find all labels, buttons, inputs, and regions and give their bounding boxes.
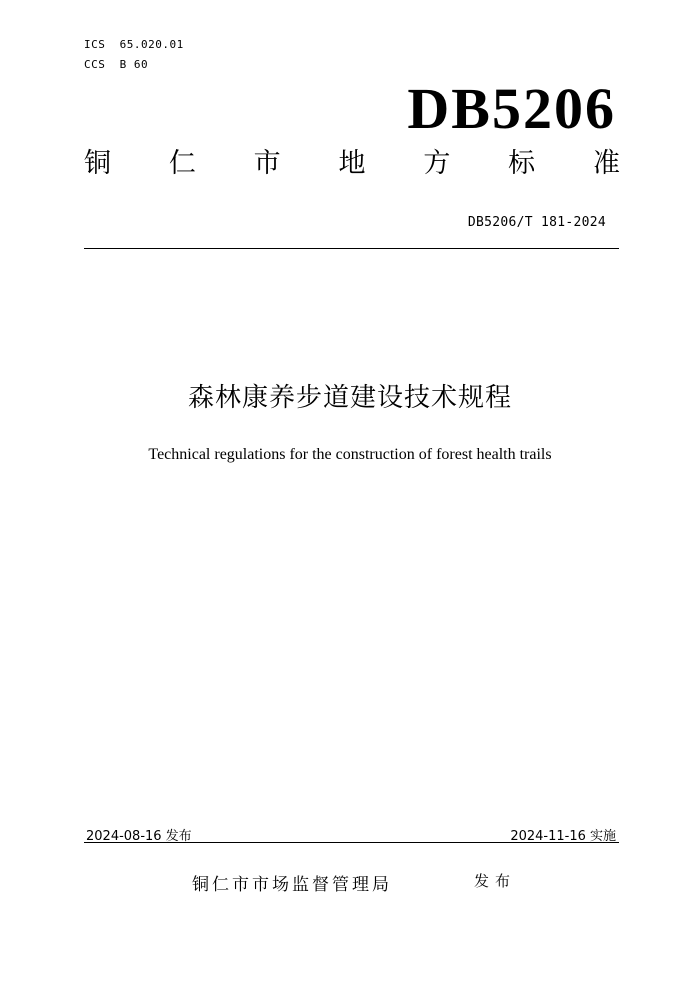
document-title-english: Technical regulations for the construction of forest health trails	[148, 446, 552, 463]
standard-category-heading	[84, 150, 620, 177]
publish-date: 2024-08-16 发布	[86, 829, 192, 844]
heading-char: 仁	[168, 148, 196, 179]
ics-code: ICS 65.020.01	[84, 38, 184, 51]
issue-label: 发布	[474, 872, 517, 890]
heading-char: 准	[592, 148, 620, 179]
heading-char: 方	[423, 148, 451, 179]
standard-number: DB5206/T 181-2024	[467, 215, 606, 230]
heading-char: 铜	[84, 148, 111, 179]
heading-char: 地	[338, 148, 366, 179]
ccs-code: CCS B 60	[84, 58, 149, 71]
top-divider	[84, 248, 619, 249]
bottom-divider	[84, 842, 619, 843]
implement-date: 2024-11-16 实施	[510, 829, 616, 844]
db-code-logo: DB5206	[407, 76, 616, 141]
heading-char: 标	[508, 148, 536, 179]
document-title-chinese: 森林康养步道建设技术规程	[187, 383, 512, 413]
issuing-authority: 铜仁市市场监督管理局	[192, 875, 392, 895]
heading-char: 市	[253, 148, 281, 179]
